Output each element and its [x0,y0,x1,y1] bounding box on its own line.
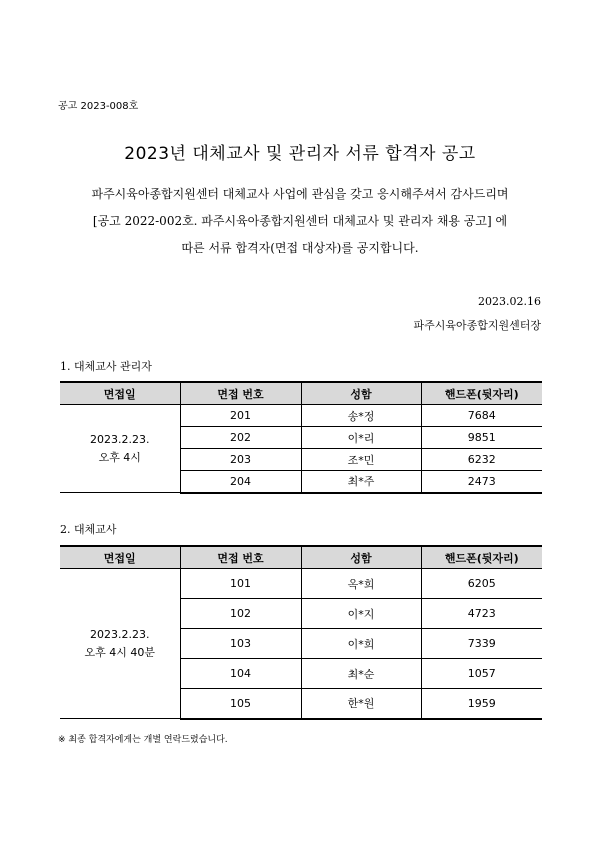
phone-cell: 1057 [421,659,542,689]
page-title: 2023년 대체교사 및 관리자 서류 합격자 공고 [124,144,476,164]
name-cell: 조*민 [301,449,421,471]
interview-datetime-cell [60,569,180,719]
section-1-title: 1. 대체교사 관리자 [60,360,152,373]
header-phone: 핸드폰(뒷자리) [421,382,542,405]
name-cell: 옥*희 [301,569,421,599]
interview-number-cell: 201 [180,405,301,427]
interview-datetime-cell [60,405,180,493]
interview-number-cell: 203 [180,449,301,471]
interview-number-cell: 101 [180,569,301,599]
phone-cell: 2473 [421,471,542,493]
section-2-title: 2. 대체교사 [60,523,117,536]
section-2-table [60,545,542,720]
notice-date: 2023.02.16 [478,295,541,308]
header-interview-date: 면접일 [60,546,180,569]
table-row [60,405,542,427]
phone-cell: 4723 [421,599,542,629]
intro-line-1: 파주시육아종합지원센터 대체교사 사업에 관심을 갖고 응시해주셔서 감사드리며 [91,187,509,201]
name-cell: 최*주 [301,471,421,493]
table-header-row [60,546,542,569]
phone-cell: 9851 [421,427,542,449]
interview-number-cell: 103 [180,629,301,659]
phone-cell: 6205 [421,569,542,599]
name-cell: 이*희 [301,629,421,659]
header-interview-date: 면접일 [60,382,180,405]
phone-cell: 1959 [421,689,542,719]
footnote: ※ 최종 합격자에게는 개별 연락드렸습니다. [58,735,228,745]
interview-time: 오후 4시 40분 [84,645,155,659]
header-interview-number: 면접 번호 [180,382,301,405]
issuer-name: 파주시육아종합지원센터장 [413,319,541,332]
name-cell: 송*정 [301,405,421,427]
header-phone: 핸드폰(뒷자리) [421,546,542,569]
intro-line-3: 따른 서류 합격자(면접 대상자)를 공지합니다. [181,241,419,255]
interview-number-cell: 104 [180,659,301,689]
interview-number-cell: 105 [180,689,301,719]
interview-date: 2023.2.23. [90,627,150,641]
header-name: 성함 [301,382,421,405]
interview-time: 오후 4시 [98,450,141,464]
phone-cell: 6232 [421,449,542,471]
intro-paragraph [40,181,560,262]
interview-number-cell: 204 [180,471,301,493]
interview-number-cell: 202 [180,427,301,449]
phone-cell: 7684 [421,405,542,427]
name-cell: 최*순 [301,659,421,689]
interview-number-cell: 102 [180,599,301,629]
header-name: 성함 [301,546,421,569]
intro-line-2: [공고 2022-002호. 파주시육아종합지원센터 대체교사 및 관리자 채용 공고] 에 [92,214,508,228]
phone-cell: 7339 [421,629,542,659]
table-row [60,569,542,599]
name-cell: 이*지 [301,599,421,629]
section-1-table [60,381,542,494]
table-header-row [60,382,542,405]
header-interview-number: 면접 번호 [180,546,301,569]
name-cell: 한*원 [301,689,421,719]
interview-date: 2023.2.23. [90,432,150,446]
notice-number: 공고 2023-008호 [58,101,139,112]
name-cell: 이*리 [301,427,421,449]
